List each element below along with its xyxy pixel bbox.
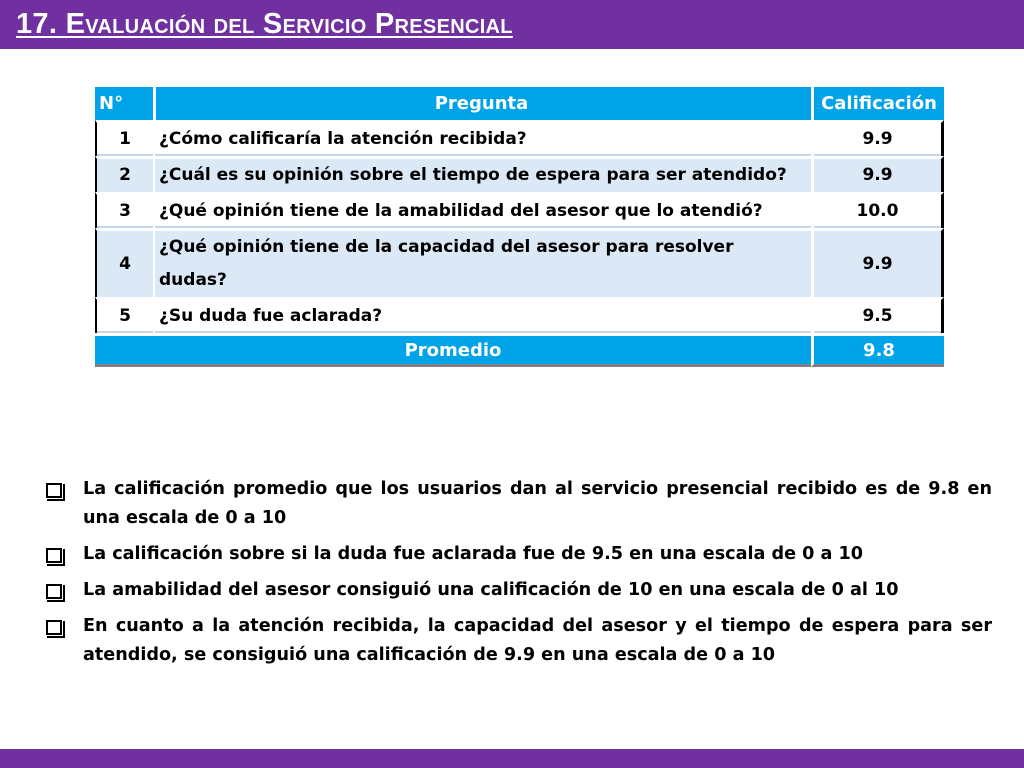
list-item	[45, 540, 992, 569]
row-score: 9.9	[811, 156, 944, 192]
table-row	[95, 156, 944, 192]
row-num: 4	[95, 228, 153, 297]
table-row	[95, 297, 944, 333]
row-score: 10.0	[811, 192, 944, 228]
average-row	[95, 333, 944, 367]
conclusions-list	[45, 475, 992, 677]
row-score: 9.9	[811, 120, 944, 156]
list-item	[45, 576, 992, 605]
checkbox-square-icon	[46, 483, 62, 498]
row-score: 9.5	[811, 297, 944, 333]
row-question: ¿Cómo calificaría la atención recibida?	[153, 120, 811, 156]
row-num: 1	[95, 120, 153, 156]
column-header-score: Calificación	[811, 87, 944, 120]
row-num: 3	[95, 192, 153, 228]
row-num: 2	[95, 156, 153, 192]
evaluation-table	[95, 87, 944, 367]
list-item	[45, 612, 992, 670]
header-bar	[0, 0, 1024, 49]
bullet-text: La calificación sobre si la duda fue aclarada fue de 9.5 en una escala de 0 a 10	[83, 544, 863, 564]
average-label: Promedio	[95, 333, 811, 367]
bullet-text: La calificación promedio que los usuarios dan al servicio presencial recibido es de 9.8 en una escala de 0 a 10	[83, 479, 992, 528]
list-item	[45, 475, 992, 533]
row-question: ¿Su duda fue aclarada?	[153, 297, 811, 333]
table-row	[95, 228, 944, 297]
table-row	[95, 120, 944, 156]
row-score: 9.9	[811, 228, 944, 297]
bullet-text: En cuanto a la atención recibida, la capacidad del asesor y el tiempo de espera para ser atendido, se consiguió una calificación de 9.9 en una escala de 0 a 10	[83, 616, 992, 665]
row-question: ¿Cuál es su opinión sobre el tiempo de espera para ser atendido?	[153, 156, 811, 192]
column-header-question: Pregunta	[153, 87, 811, 120]
slide-title: 17. Evaluación del Servicio Presencial	[16, 8, 513, 40]
checkbox-square-icon	[46, 548, 62, 563]
column-header-num: N°	[95, 87, 153, 120]
bullet-text: La amabilidad del asesor consiguió una calificación de 10 en una escala de 0 al 10	[83, 580, 899, 600]
footer-bar	[0, 749, 1024, 768]
checkbox-square-icon	[46, 584, 62, 599]
checkbox-square-icon	[46, 620, 62, 635]
table-row	[95, 192, 944, 228]
row-question: ¿Qué opinión tiene de la amabilidad del asesor que lo atendió?	[153, 192, 811, 228]
table-header-row	[95, 87, 944, 120]
row-question: ¿Qué opinión tiene de la capacidad del asesor para resolver dudas?	[153, 228, 811, 297]
average-score: 9.8	[811, 333, 944, 367]
row-num: 5	[95, 297, 153, 333]
